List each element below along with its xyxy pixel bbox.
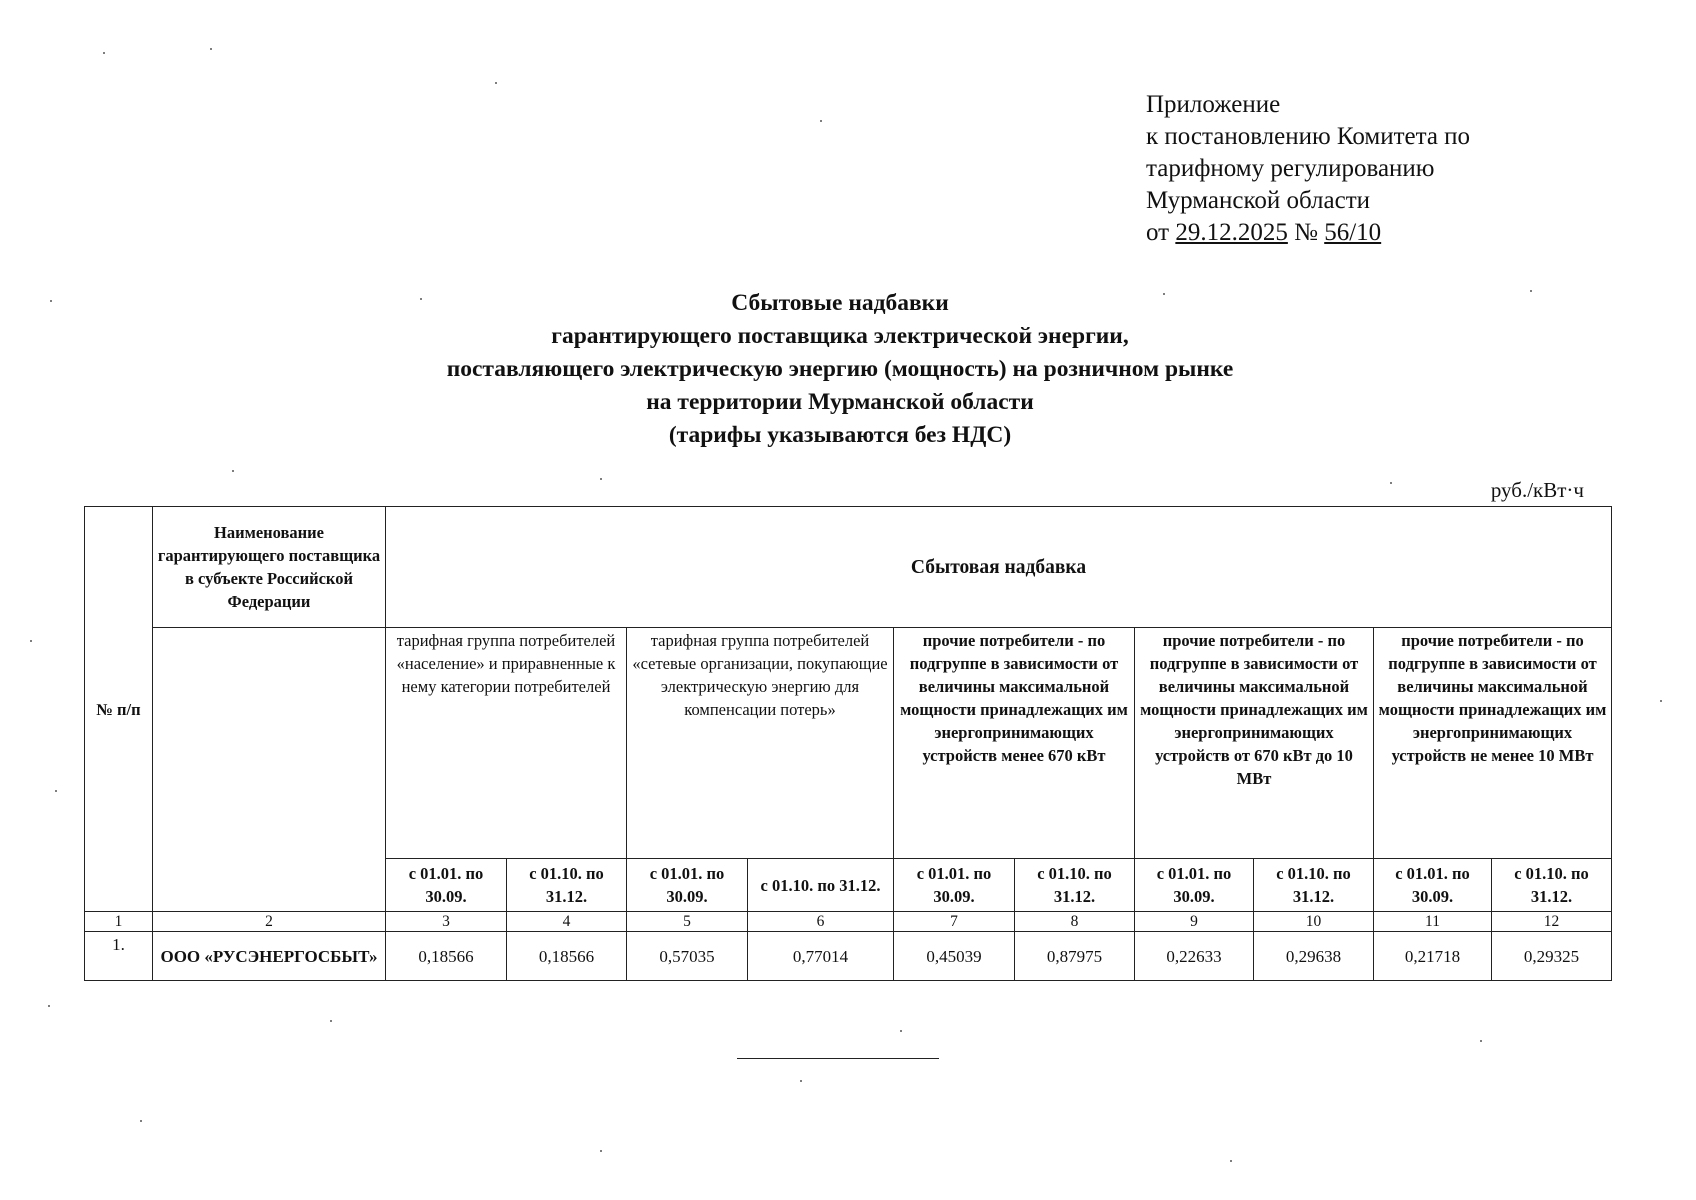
period-header: с 01.10. по 31.12. — [1015, 859, 1135, 912]
appendix-number-sign: № — [1294, 219, 1318, 246]
tariff-value: 0,18566 — [507, 932, 627, 981]
appendix-line-3: тарифному регулированию — [1146, 155, 1435, 182]
period-header: с 01.10. по 31.12. — [748, 859, 894, 912]
column-number: 10 — [1254, 912, 1374, 932]
period-header: с 01.10. по 31.12. — [507, 859, 627, 912]
column-number: 7 — [894, 912, 1015, 932]
period-header: с 01.10. по 31.12. — [1254, 859, 1374, 912]
period-header: с 01.01. по 30.09. — [627, 859, 748, 912]
period-header: с 01.01. по 30.09. — [894, 859, 1015, 912]
appendix-date: 29.12.2025 — [1175, 219, 1288, 246]
group-header: прочие потребители - по подгруппе в зависимости от величины максимальной мощности принадлежащих им энергопринимающих устройств от 670 кВт до 10 МВт — [1135, 628, 1374, 859]
appendix-date-prefix: от — [1146, 219, 1170, 246]
column-number: 6 — [748, 912, 894, 932]
title-line-2: гарантирующего поставщика электрической энергии, — [551, 323, 1129, 349]
column-number: 9 — [1135, 912, 1254, 932]
appendix-reference — [1146, 89, 1470, 249]
title-line-4: на территории Мурманской области — [646, 389, 1034, 415]
supplier-name: ООО «РУСЭНЕРГОСБЫТ» — [153, 932, 386, 981]
tariff-value: 0,21718 — [1374, 932, 1492, 981]
period-header: с 01.10. по 31.12. — [1492, 859, 1612, 912]
header-row-number: № п/п — [85, 507, 153, 912]
tariff-value: 0,45039 — [894, 932, 1015, 981]
units-label: руб./кВт·ч — [1490, 478, 1584, 502]
row-number: 1. — [85, 932, 153, 981]
appendix-line-1: Приложение — [1146, 91, 1281, 118]
tariff-value: 0,77014 — [748, 932, 894, 981]
title-line-3: поставляющего электрическую энергию (мощность) на розничном рынке — [446, 356, 1234, 382]
appendix-date-line — [1146, 217, 1470, 249]
appendix-line-2: к постановлению Комитета по — [1146, 123, 1471, 150]
column-number: 5 — [627, 912, 748, 932]
title-line-1: Сбытовые надбавки — [731, 290, 949, 316]
appendix-line-4: Мурманской области — [1146, 187, 1371, 214]
title-line-5: (тарифы указываются без НДС) — [668, 422, 1012, 448]
period-header: с 01.01. по 30.09. — [1374, 859, 1492, 912]
column-number: 2 — [153, 912, 386, 932]
closing-divider — [737, 1058, 939, 1059]
document-title — [300, 287, 1380, 452]
group-header: прочие потребители - по подгруппе в зависимости от величины максимальной мощности принадлежащих им энергопринимающих устройств не менее 10 МВт — [1374, 628, 1612, 859]
period-header: с 01.01. по 30.09. — [1135, 859, 1254, 912]
period-header: с 01.01. по 30.09. — [386, 859, 507, 912]
column-number: 1 — [85, 912, 153, 932]
tariff-value: 0,22633 — [1135, 932, 1254, 981]
header-markup: Сбытовая надбавка — [386, 507, 1612, 628]
group-header: тарифная группа потребителей «население» и приравненные к нему категории потребителей — [386, 628, 627, 859]
column-number: 11 — [1374, 912, 1492, 932]
table-row — [85, 932, 1612, 981]
appendix-number: 56/10 — [1324, 219, 1382, 246]
tariff-value: 0,29325 — [1492, 932, 1612, 981]
column-number: 4 — [507, 912, 627, 932]
tariff-value: 0,57035 — [627, 932, 748, 981]
tariff-value: 0,29638 — [1254, 932, 1374, 981]
column-number: 3 — [386, 912, 507, 932]
group-header: тарифная группа потребителей «сетевые организации, покупающие электрическую энергию для компенсации потерь» — [627, 628, 894, 859]
group-header: прочие потребители - по подгруппе в зависимости от величины максимальной мощности принадлежащих им энергопринимающих устройств менее 670 кВт — [894, 628, 1135, 859]
tariff-value: 0,87975 — [1015, 932, 1135, 981]
header-blank-cell — [153, 628, 386, 912]
column-number: 8 — [1015, 912, 1135, 932]
column-number: 12 — [1492, 912, 1612, 932]
tariff-value: 0,18566 — [386, 932, 507, 981]
header-supplier-name: Наименование гарантирующего поставщика в субъекте Российской Федерации — [153, 507, 386, 628]
tariff-table — [84, 506, 1612, 981]
